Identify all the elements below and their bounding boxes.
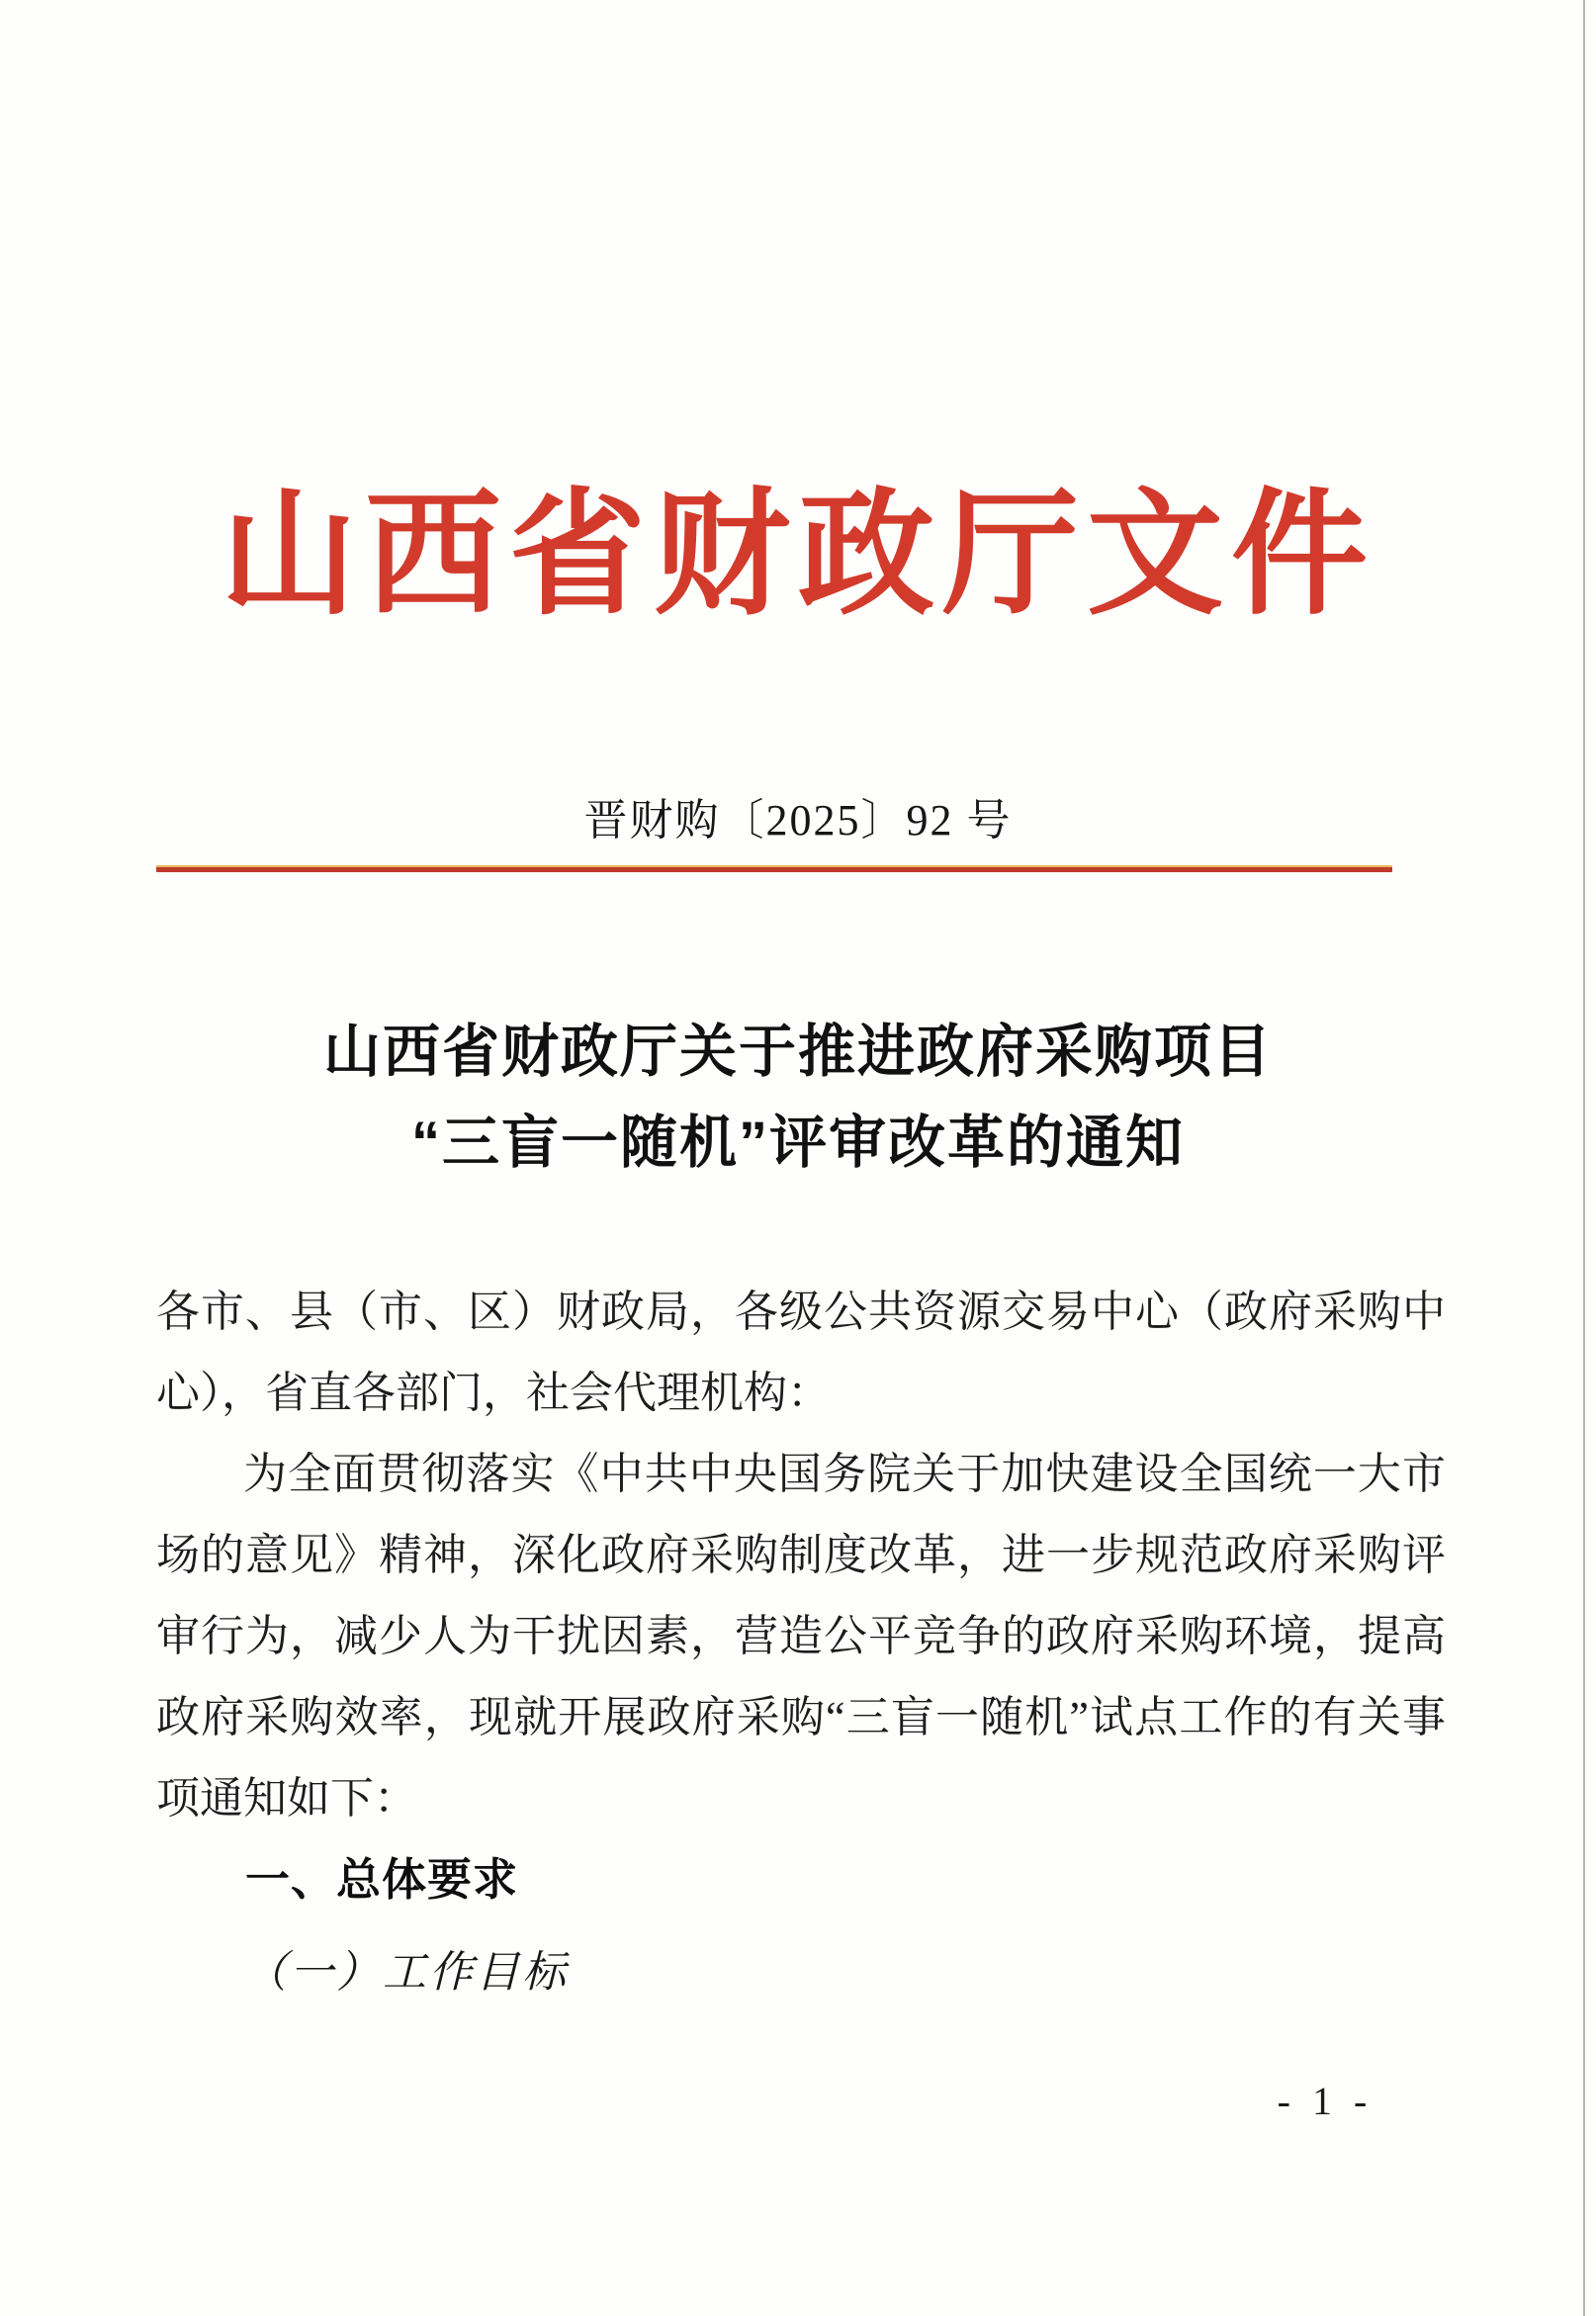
document-title-line2: “三盲一随机”评审改革的通知 xyxy=(410,1111,1185,1175)
document-title xyxy=(0,1007,1596,1189)
section-heading: 一、总体要求 xyxy=(245,1854,519,1905)
body-paragraph: 为全面贯彻落实《中共中央国务院关于加快建设全国统一大市场的意见》精神，深化政府采购制度改革，进一步规范政府采购评审行为，减少人为干扰因素，营造公平竞争的政府采购环境，提高政府采购效率，现就开展政府采购“三盲一随机”试点工作的有关事项通知如下： xyxy=(156,1450,1446,1823)
page-number: - 1 - xyxy=(1277,2079,1374,2123)
document-body xyxy=(156,1272,1446,2025)
letterhead-title: 山西省财政厅文件 xyxy=(220,480,1375,631)
letterhead-divider xyxy=(156,865,1392,872)
scan-edge-artifact xyxy=(1583,0,1585,2316)
document-title-line1: 山西省财政厅关于推进政府采购项目 xyxy=(322,1020,1273,1084)
salutation: 各市、县（市、区）财政局，各级公共资源交易中心（政府采购中心），省直各部门，社会代理机构： xyxy=(156,1288,1446,1417)
document-number: 晋财购〔2025〕92 号 xyxy=(583,796,1013,845)
subsection-heading: （一）工作目标 xyxy=(243,1948,569,1997)
